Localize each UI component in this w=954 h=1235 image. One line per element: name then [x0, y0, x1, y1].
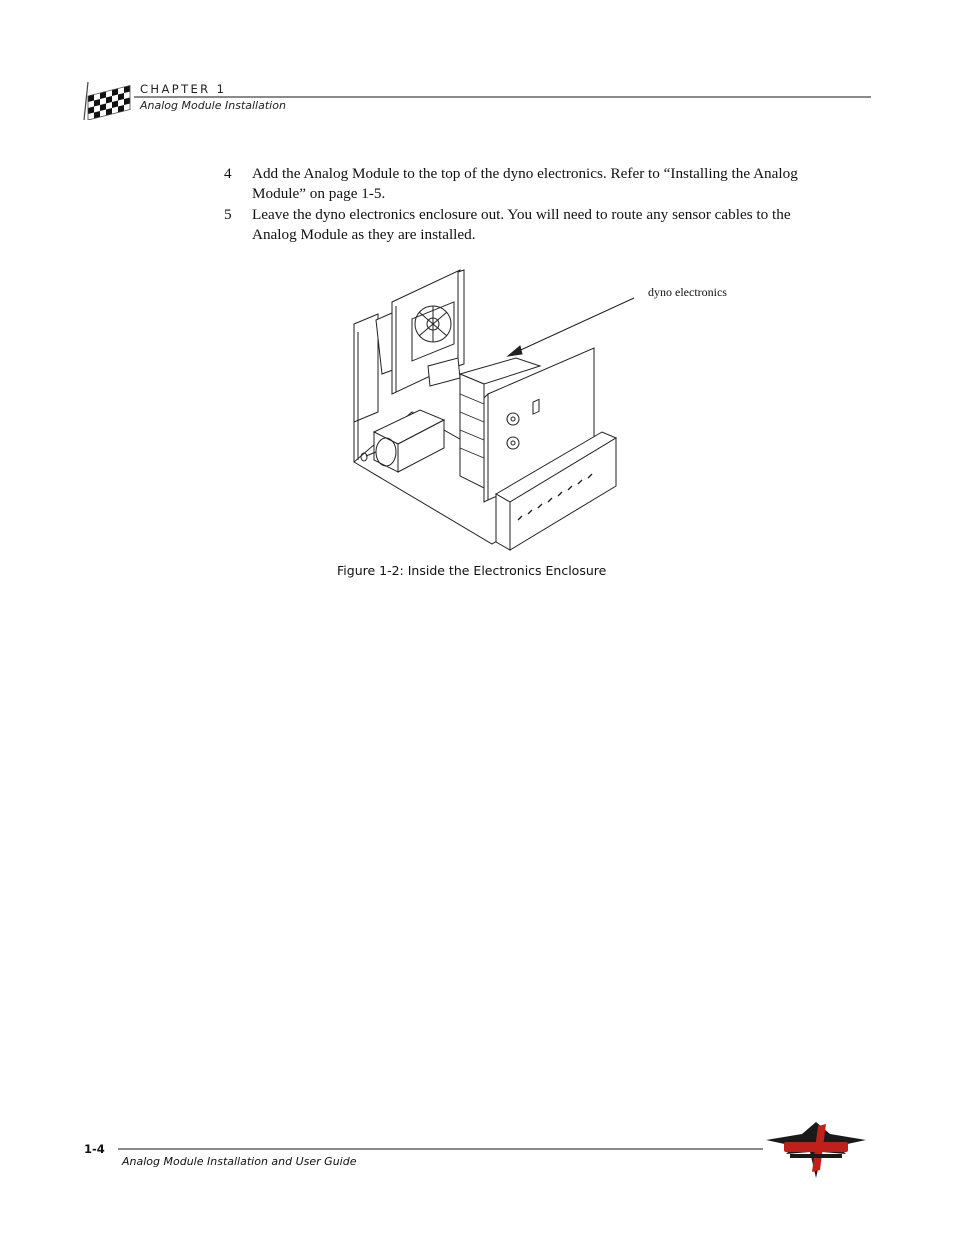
section-title: Analog Module Installation — [140, 99, 286, 112]
page-number: 1-4 — [84, 1142, 105, 1156]
step-text: Add the Analog Module to the top of the dyno electronics. Refer to “Installing the Analog Module” on page 1-5. — [252, 165, 798, 202]
header-divider — [134, 96, 871, 98]
chapter-label: CHAPTER 1 — [140, 82, 227, 96]
step-item — [224, 205, 824, 244]
enclosure-illustration — [340, 262, 760, 562]
figure-caption: Figure 1-2: Inside the Electronics Enclosure — [337, 563, 607, 578]
figure-callout: dyno electronics — [648, 285, 727, 299]
footer-divider — [118, 1148, 763, 1150]
step-number: 4 — [224, 165, 232, 182]
dynojet-logo — [762, 1120, 870, 1180]
step-number: 5 — [224, 206, 232, 223]
instruction-steps — [224, 164, 824, 246]
document-title: Analog Module Installation and User Guide — [122, 1155, 357, 1168]
step-text: Leave the dyno electronics enclosure out. You will need to route any sensor cables to the Analog Module as they are installed. — [252, 206, 791, 243]
checkered-flag-icon — [80, 76, 134, 120]
step-item — [224, 164, 824, 203]
